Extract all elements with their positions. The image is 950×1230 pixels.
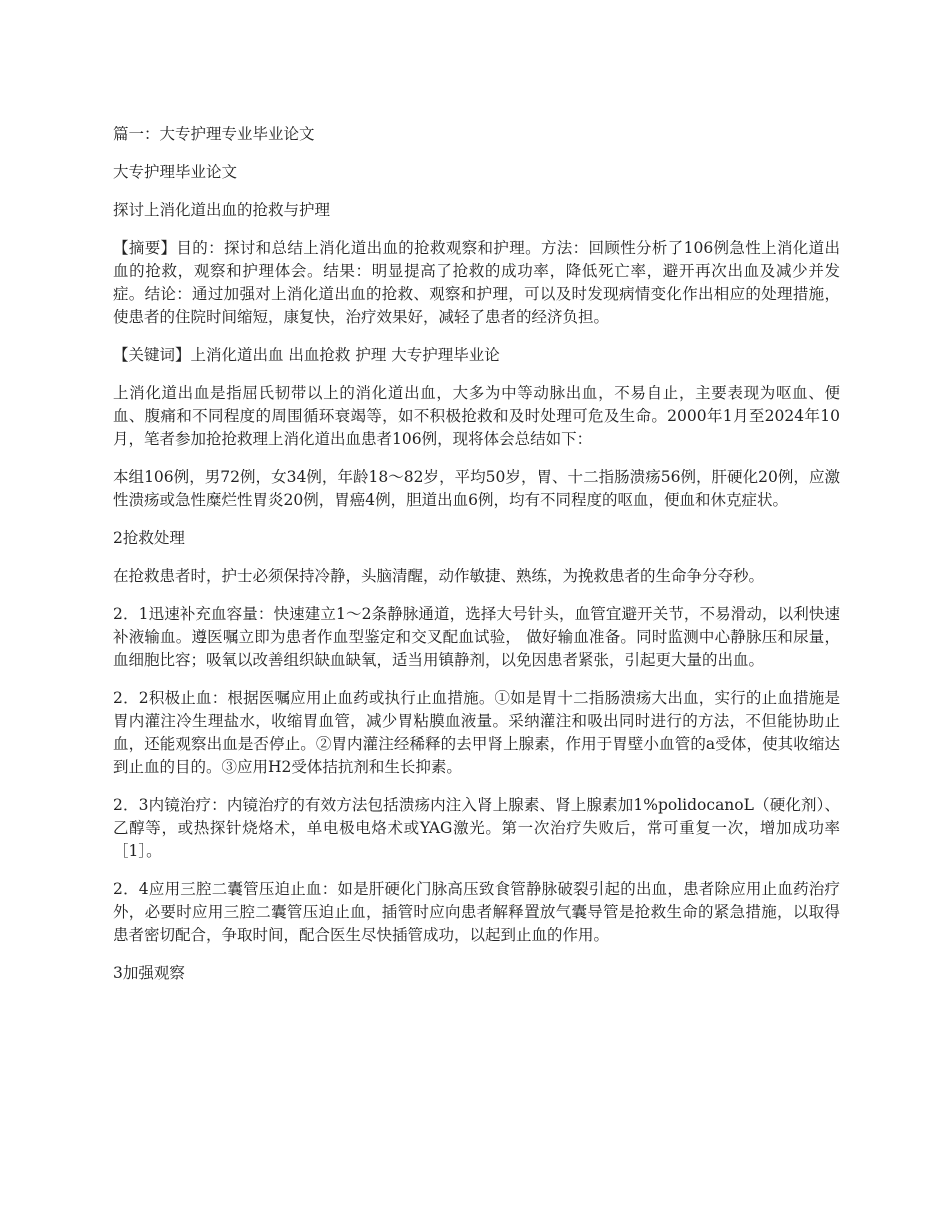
intro-paragraph: 上消化道出血是指屈氏韧带以上的消化道出血，大多为中等动脉出血，不易自止，主要表现为呕血、便血、腹痛和不同程度的周围循环衰竭等，如不积极抢救和及时处理可危及生命。2000年1月至2024年10月，笔者参加抢抢救理上消化道出血患者106例，现将体会总结如下： — [113, 384, 840, 448]
clinical-data-paragraph: 本组106例，男72例，女34例，年龄18～82岁，平均50岁，胃、十二指肠溃疡56例，肝硬化20例，应激性溃疡或急性糜烂性胃炎20例，胃癌4例，胆道出血6例，均有不同程度的呕血，便血和休克症状。 — [113, 468, 840, 509]
section-heading-observation: 3加强观察 — [113, 964, 185, 982]
section-2-3-paragraph: 2．3内镜治疗：内镜治疗的有效方法包括溃疡内注入肾上腺素、肾上腺素加1%polidocanoL（硬化剂）、乙醇等，或热探针烧烙术，单电极电烙术或YAG激光。第一次治疗失败后，常可重复一次，增加成功率［1］。 — [113, 796, 840, 860]
keywords-paragraph: 【关键词】上消化道出血 出血抢救 护理 大专护理毕业论 — [113, 346, 500, 364]
section-2-4-paragraph: 2．4应用三腔二囊管压迫止血：如是肝硬化门脉高压致食管静脉破裂引起的出血，患者除应用止血药治疗外，必要时应用三腔二囊管压迫止血，插管时应向患者解释置放气囊导管是抢救生命的紧急措施，以取得患者密切配合，争取时间，配合医生尽快插管成功，以起到止血的作用。 — [113, 880, 840, 944]
paper-subtitle: 探讨上消化道出血的抢救与护理 — [113, 201, 331, 219]
paper-title: 大专护理毕业论文 — [113, 163, 238, 181]
abstract-paragraph: 【摘要】目的：探讨和总结上消化道出血的抢救观察和护理。方法：回顾性分析了106例急性上消化道出血的抢救，观察和护理体会。结果：明显提高了抢救的成功率，降低死亡率，避开再次出血及减少并发症。结论：通过加强对上消化道出血的抢救、观察和护理，可以及时发现病情变化作出相应的处理措施，使患者的住院时间缩短，康复快，治疗效果好，减轻了患者的经济负担。 — [113, 239, 840, 326]
rescue-intro-paragraph: 在抢救患者时，护士必须保持冷静，头脑清醒，动作敏捷、熟练，为挽救患者的生命争分夺秒。 — [113, 567, 765, 585]
section-2-1-paragraph: 2．1迅速补充血容量：快速建立1～2条静脉通道，选择大号针头，血管宜避开关节，不易滑动，以利快速补液输血。遵医嘱立即为患者作血型鉴定和交叉配血试验， 做好输血准备。同时监测中心静脉压和尿量，血细胞比容；吸氧以改善组织缺血缺氧，适当用镇静剂，以免因患者紧张，引起更大量的出血。 — [113, 605, 840, 669]
section-heading-rescue: 2抢救处理 — [113, 529, 185, 547]
section-2-2-paragraph: 2．2积极止血：根据医嘱应用止血药或执行止血措施。①如是胃十二指肠溃疡大出血，实行的止血措施是胃内灌注冷生理盐水，收缩胃血管，减少胃粘膜血液量。采纳灌注和吸出同时进行的方法，不但能协助止血，还能观察出血是否停止。②胃内灌注经稀释的去甲肾上腺素，作用于胃壁小血管的a受体，使其收缩达到止血的目的。③应用H2受体拮抗剂和生长抑素。 — [113, 689, 840, 776]
document-page — [113, 123, 840, 1000]
document-title: 篇一：大专护理专业毕业论文 — [113, 125, 315, 143]
